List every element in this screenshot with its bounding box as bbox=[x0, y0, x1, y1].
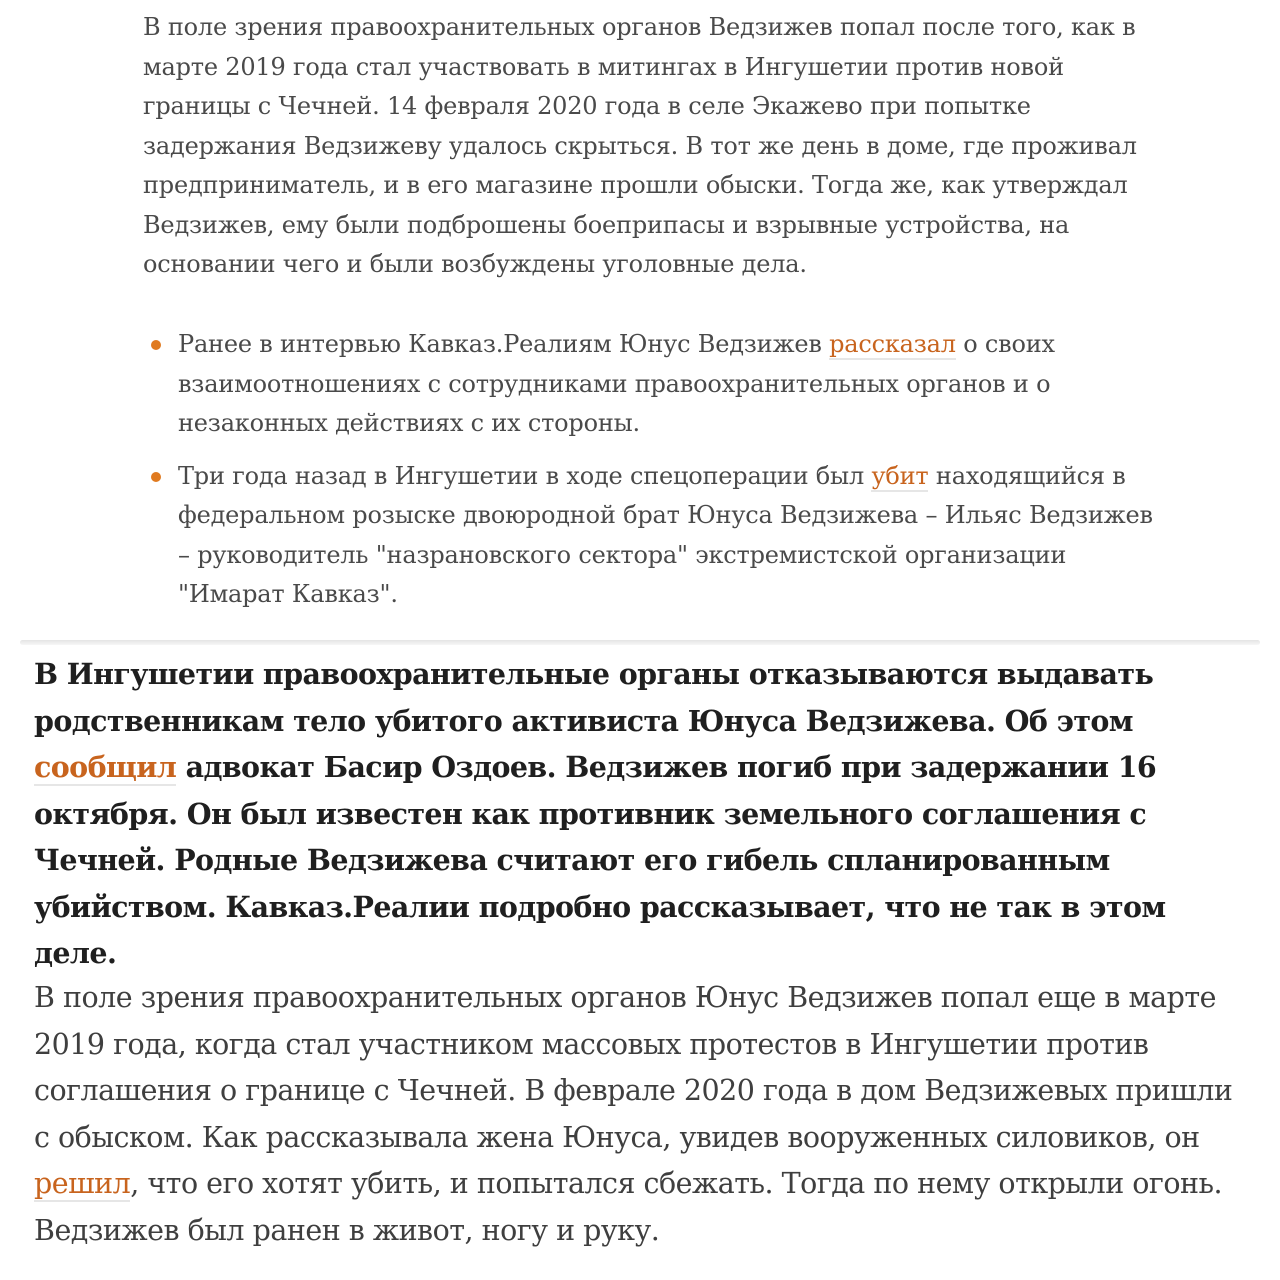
bullet-text-before: Три года назад в Ингушетии в ходе спецоперации был bbox=[178, 461, 872, 490]
lead-text-after: адвокат Басир Оздоев. Ведзижев погиб при задержании 16 октября. Он был известен как противник земельного соглашения с Чечней. Родные Ведзижева считают его гибель спланированным убийством. Кавказ.Реалии подробно рассказывает, что не так в этом деле. bbox=[34, 750, 1166, 970]
list-item bbox=[148, 325, 1158, 444]
bullet-text-after: находящийся в федеральном розыске двоюродной брат Юнуса Ведзижева – Ильяс Ведзижев – руководитель "назрановского сектора" экстремистской организации "Имарат Кавказ". bbox=[178, 461, 1153, 608]
previous-article-paragraph: В поле зрения правоохранительных органов Ведзижев попал после того, как в марте 2019 года стал участвовать в митингах в Ингушетии против новой границы с Чечней. 14 февраля 2020 года в селе Экажево при попытке задержания Ведзижеву удалось скрыться. В тот же день в доме, где проживал предприниматель, и в его магазине прошли обыски. Тогда же, как утверждал Ведзижев, ему были подброшены боеприпасы и взрывные устройства, на основании чего и были возбуждены уголовные дела. bbox=[143, 13, 1137, 278]
bullet-text-before: Ранее в интервью Кавказ.Реалиям Юнус Ведзижев bbox=[178, 330, 830, 358]
body-text-before: В поле зрения правоохранительных органов Юнус Ведзижев попал еще в марте 2019 года, когда стал участником массовых протестов в Ингушетии против соглашения о границе с Чечней. В феврале 2020 года в дом Ведзижевых пришли с обыском. Как рассказывала жена Юнуса, увидев вооруженных силовиков, он bbox=[34, 981, 1233, 1154]
lead-text-before: В Ингушетии правоохранительные органы отказываются выдавать родственникам тело убитого активиста Юнуса Ведзижева. Об этом bbox=[34, 657, 1154, 738]
link-soobshchil[interactable]: сообщил bbox=[34, 750, 177, 784]
article-lead bbox=[34, 651, 1249, 977]
list-item bbox=[148, 457, 1158, 615]
bullet-dot-icon bbox=[151, 340, 161, 350]
link-rasskazal[interactable]: рассказал bbox=[829, 330, 956, 358]
bullet-dot-icon bbox=[151, 472, 161, 482]
link-reshil[interactable]: решил bbox=[34, 1167, 131, 1200]
link-ubit[interactable]: убит bbox=[871, 461, 929, 490]
article-body-paragraph bbox=[34, 975, 1249, 1254]
related-facts-list bbox=[148, 325, 1158, 628]
body-text-after: , что его хотят убить, и попытался сбежать. Тогда по нему открыли огонь. Ведзижев был ранен в живот, ногу и руку. bbox=[34, 1167, 1223, 1247]
article-excerpt bbox=[0, 645, 1280, 1280]
bullet-text-after: о своих взаимоотношениях с сотрудниками правоохранительных органов и о незаконных действиях с их стороны. bbox=[178, 330, 1055, 437]
